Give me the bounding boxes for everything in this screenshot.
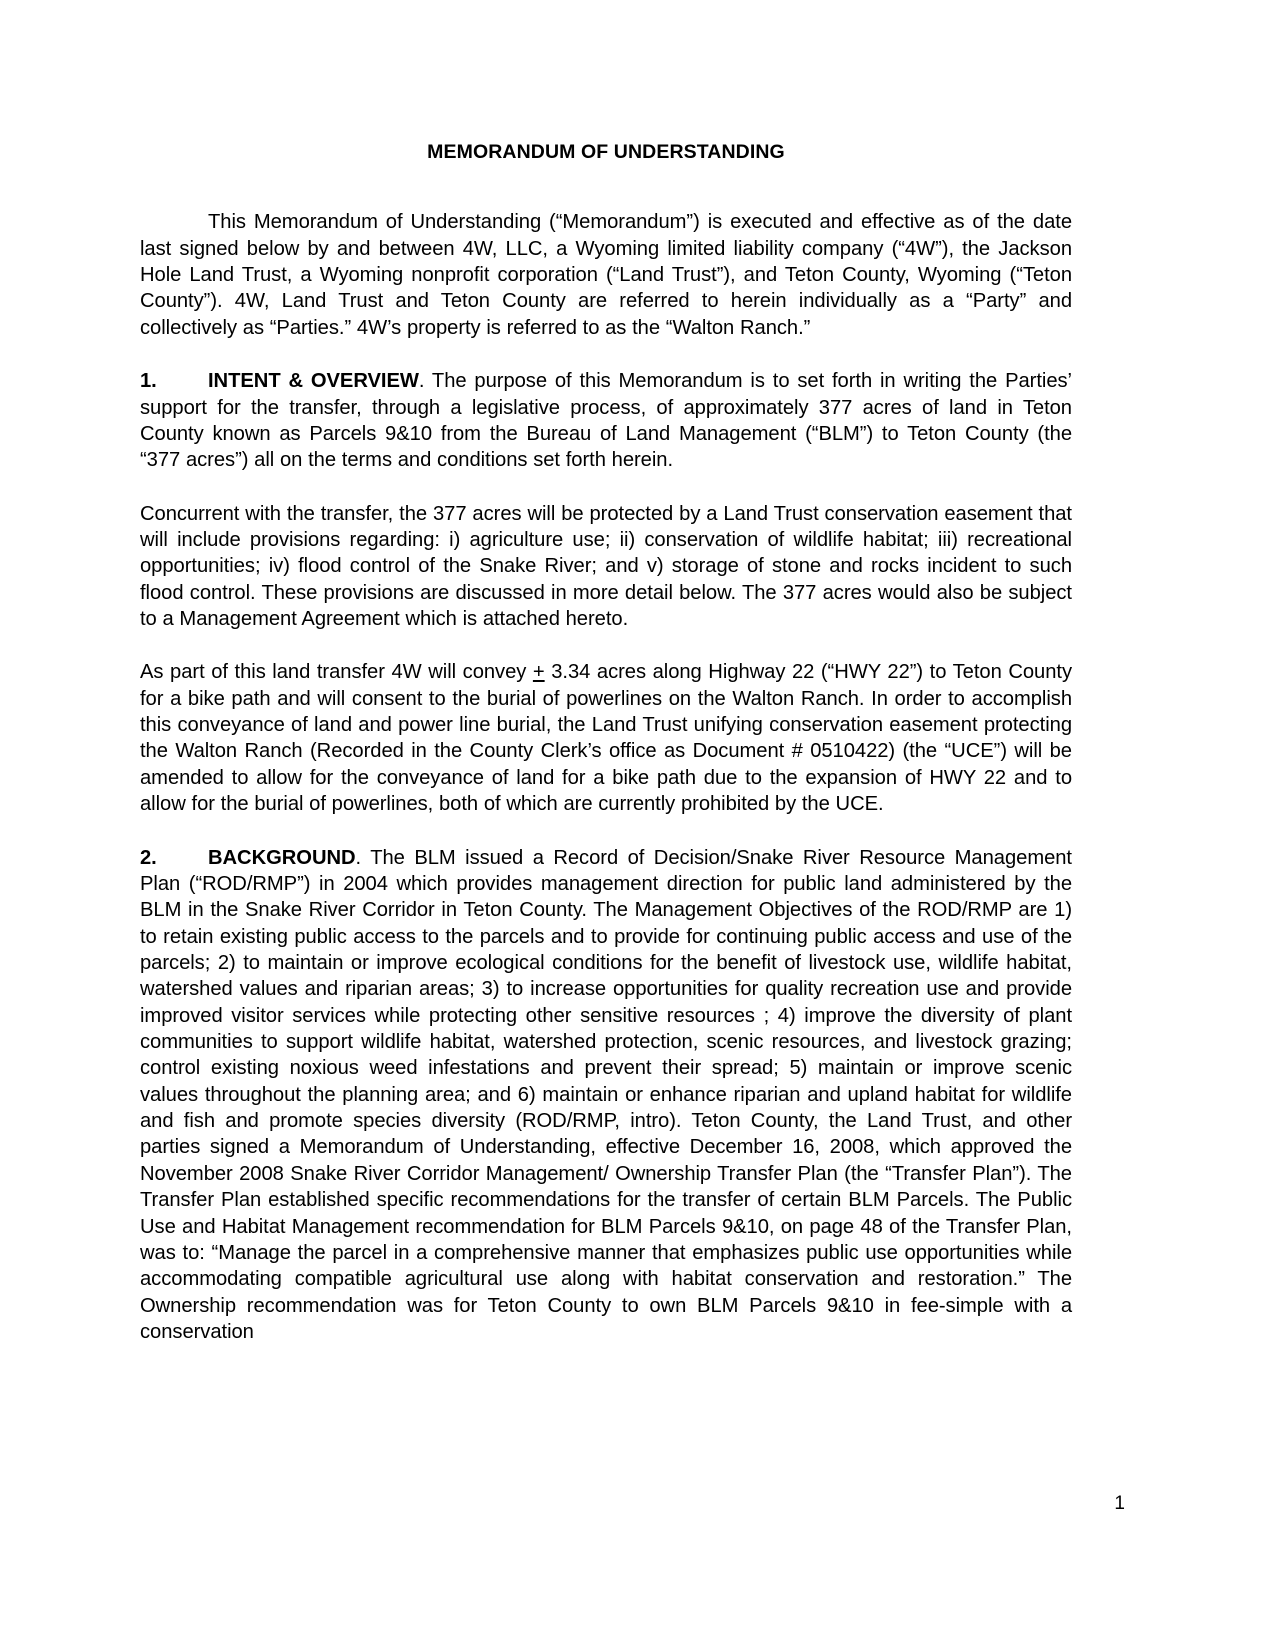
section-2-paragraph [140,845,1072,1346]
document-body [140,140,1072,1372]
section-1-heading: INTENT & OVERVIEW [208,370,419,393]
section-2-number: 2. [140,846,157,869]
intro-paragraph: This Memorandum of Understanding (“Memorandum”) is executed and effective as of the date last signed below by and between 4W, LLC, a Wyoming limited liability company (“4W”), the Jackson Hole Land Trust, a Wyoming nonprofit corporation (“Land Trust”), and Teton County, Wyoming (“Teton County”). 4W, Land Trust and Teton County are referred to herein individually as a “Party” and collectively as “Parties.” 4W’s property is referred to as the “Walton Ranch.” [140,211,1072,339]
concurrent-paragraph: Concurrent with the transfer, the 377 acres will be protected by a Land Trust conservation easement that will include provisions regarding: i) agriculture use; ii) conservation of wildlife habitat; iii) recreational opportunities; iv) flood control of the Snake River; and v) storage of stone and rocks incident to such flood control. These provisions are discussed in more detail below. The 377 acres would also be subject to a Management Agreement which is attached hereto. [140,502,1072,631]
section-2-heading: BACKGROUND [208,846,356,869]
section-1-number: 1. [140,370,157,393]
section-1-body: . The purpose of this Memorandum is to set forth in writing the Parties’ support for the transfer, through a legislative process, of approximately 377 acres of land in Teton County known as Parcels 9&10 from the Bureau of Land Management (“BLM”) to Teton County (the “377 acres”) all on the terms and conditions set forth herein. [140,370,1072,472]
page-title: MEMORANDUM OF UNDERSTANDING [427,141,785,163]
plus-minus-symbol: + [532,661,545,684]
transfer-rest-text: 3.34 acres along Highway 22 (“HWY 22”) to Teton County for a bike path and will consent to the burial of powerlines on the Walton Ranch. In order to accomplish this conveyance of land and power line burial, the Land Trust unifying conservation easement protecting the Walton Ranch (Recorded in the County Clerk’s office as Document # 0510422) (the “UCE”) will be amended to allow for the conveyance of land for a bike path due to the expansion of HWY 22 and to allow for the burial of powerlines, both of which are currently prohibited by the UCE. [140,661,1072,816]
section-2-body: . The BLM issued a Record of Decision/Snake River Resource Management Plan (“ROD/RMP”) in 2004 which provides management direction for public land administered by the BLM in the Snake River Corridor in Teton County. The Management Objectives of the ROD/RMP are 1) to retain existing public access to the parcels and to provide for continuing public access and use of the parcels; 2) to maintain or improve ecological conditions for the benefit of livestock use, wildlife habitat, watershed values and riparian areas; 3) to increase opportunities for quality recreation use and provide improved visitor services while protecting other sensitive resources ; 4) improve the diversity of plant communities to support wildlife habitat, watershed protection, scenic resources, and livestock grazing; control existing noxious weed infestations and prevent their spread; 5) maintain or improve scenic values throughout the planning area; and 6) maintain or enhance riparian and upland habitat for wildlife and fish and promote species diversity (ROD/RMP, intro). Teton County, the Land Trust, and other parties signed a Memorandum of Understanding, effective December 16, 2008, which approved the November 2008 Snake River Corridor Management/ Ownership Transfer Plan (the “Transfer Plan”). The Transfer Plan established specific recommendations for the transfer of certain BLM Parcels. The Public Use and Habitat Management recommendation for BLM Parcels 9&10, on page 48 of the Transfer Plan, was to: “Manage the parcel in a comprehensive manner that emphasizes public use opportunities while accommodating compatible agricultural use along with habitat conservation and restoration.” The Ownership recommendation was for Teton County to own BLM Parcels 9&10 in fee-simple with a conservation [140,846,1072,1343]
page-number: 1 [1114,1493,1125,1514]
transfer-lead-text: As part of this land transfer 4W will convey [140,661,533,684]
section-1-paragraph [140,368,1072,473]
transfer-paragraph [140,659,1072,817]
